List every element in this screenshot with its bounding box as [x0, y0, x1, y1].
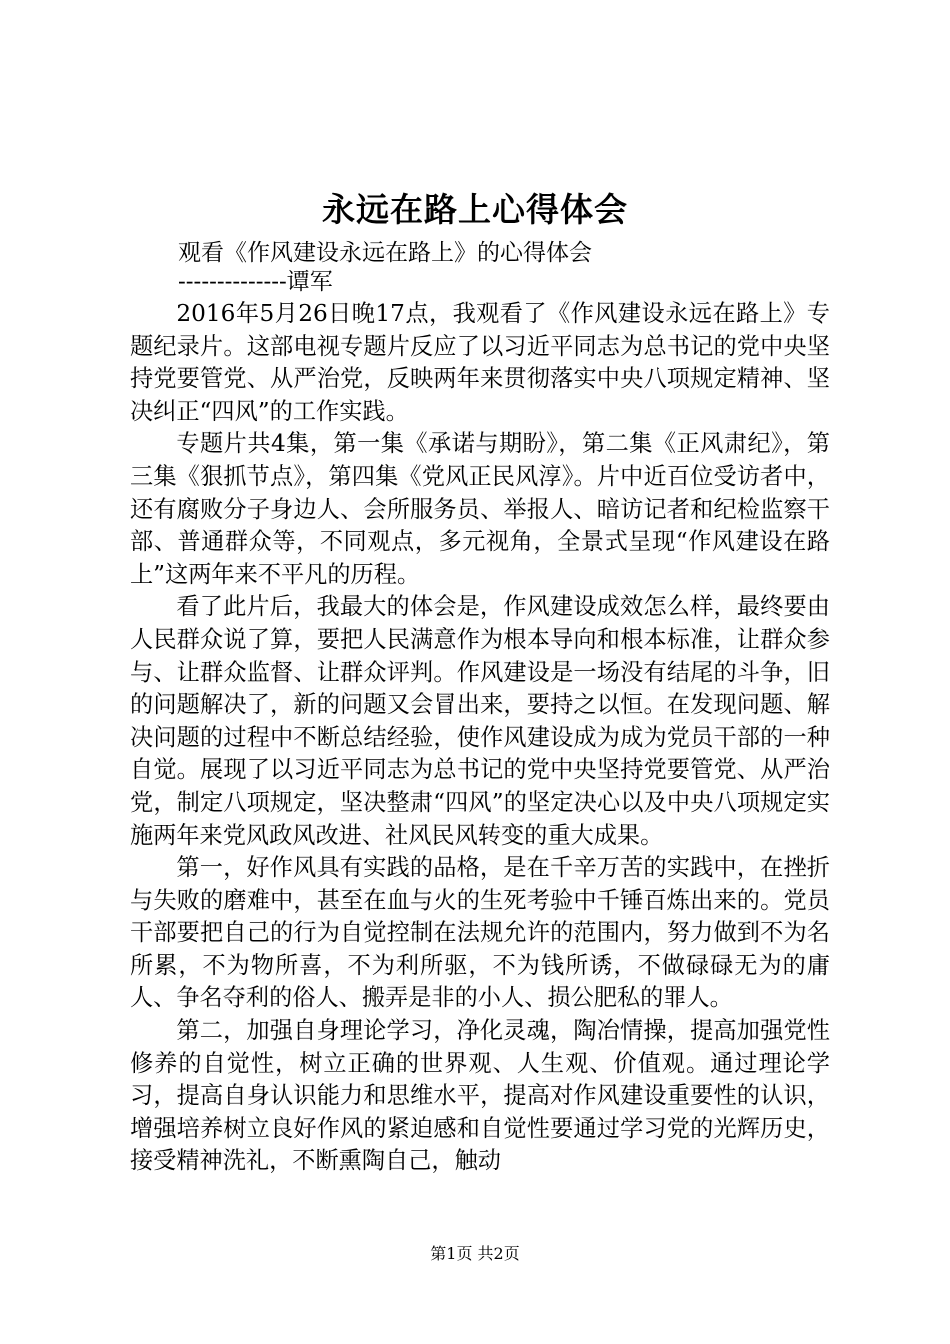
body-paragraph: 第二，加强自身理论学习，净化灵魂，陶冶情操，提高加强党性修养的自觉性，树立正确的世界观、人生观、价值观。通过理论学习，提高自身认识能力和思维水平，提高对作风建设重要性的认识，增强培养树立良好作风的紧迫感和自觉性要通过学习党的光辉历史，接受精神洗礼，不断熏陶自己，触动	[130, 1017, 830, 1175]
body-paragraph: 看了此片后，我最大的体会是，作风建设成效怎么样，最终要由人民群众说了算，要把人民满意作为根本导向和根本标准，让群众参与、让群众监督、让群众评判。作风建设是一场没有结尾的斗争，旧的问题解决了，新的问题又会冒出来，要持之以恒。在发现问题、解决问题的过程中不断总结经验，使作风建设成为成为党员干部的一种自觉。展现了以习近平同志为总书记的党中央坚持党要管党、从严治党，制定八项规定，坚决整肃“四风”的坚定决心以及中央八项规定实施两年来党风政风改进、社风民风转变的重大成果。	[130, 593, 830, 849]
body-paragraph: 2016年5月26日晚17点，我观看了《作风建设永远在路上》专题纪录片。这部电视专题片反应了以习近平同志为总书记的党中央坚持党要管党、从严治党，反映两年来贯彻落实中央八项规定精神、坚决纠正“四风”的工作实践。	[130, 300, 830, 425]
page-footer: 第1页 共2页	[430, 1244, 520, 1263]
document-subtitle: 观看《作风建设永远在路上》的心得体会	[178, 240, 592, 266]
body-paragraph: 专题片共4集，第一集《承诺与期盼》，第二集《正风肃纪》，第三集《狠抓节点》，第四集《党风正民风淳》。片中近百位受访者中，还有腐败分子身边人、会所服务员、举报人、暗访记者和纪检监察干部、普通群众等，不同观点，多元视角，全景式呈现“作风建设在路上”这两年来不平凡的历程。	[130, 430, 830, 588]
document-title: 永远在路上心得体会	[322, 190, 628, 229]
document-body	[130, 298, 830, 1178]
body-paragraph: 第一，好作风具有实践的品格，是在千辛万苦的实践中，在挫折与失败的磨难中，甚至在血与火的生死考验中千锤百炼出来的。党员干部要把自己的行为自觉控制在法规允许的范围内，努力做到不为名所累，不为物所喜，不为利所驱，不为钱所诱，不做碌碌无为的庸人、争名夺利的俗人、搬弄是非的小人、损公肥私的罪人。	[130, 854, 830, 1012]
author-line: --------------谭军	[178, 269, 333, 295]
